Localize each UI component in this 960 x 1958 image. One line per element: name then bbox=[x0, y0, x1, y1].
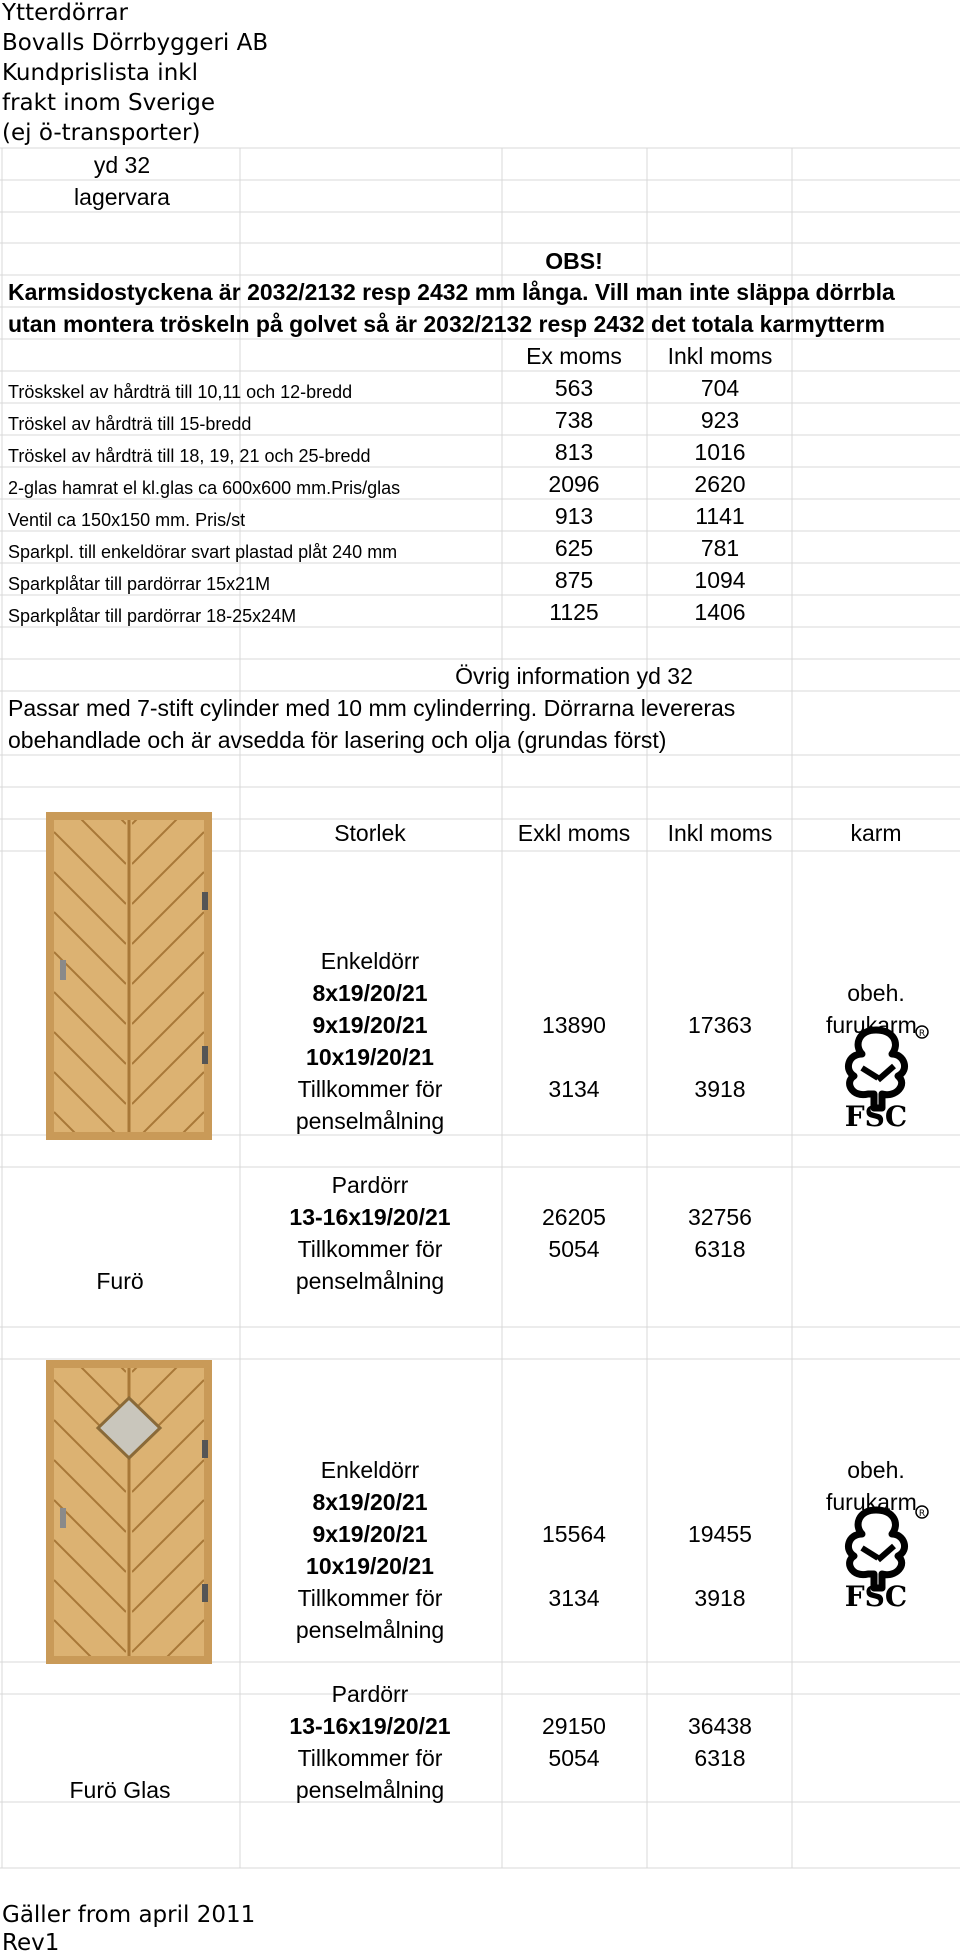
header-line-5: (ej ö-transporter) bbox=[2, 120, 201, 146]
accessory-name: Ventil ca 150x150 mm. Pris/st bbox=[8, 510, 246, 530]
header-line-1: Ytterdörrar bbox=[2, 0, 129, 26]
accessory-inkl: 1141 bbox=[695, 503, 745, 529]
accessory-ex: 563 bbox=[554, 375, 594, 401]
accessory-name: 2-glas hamrat el kl.glas ca 600x600 mm.Pris/glas bbox=[8, 478, 401, 498]
pair-price-inkl: 32756 bbox=[688, 1204, 752, 1230]
pair-door-label: Pardörr bbox=[331, 1172, 409, 1198]
pair-addon-label-1: Tillkommer för bbox=[297, 1236, 443, 1262]
single-price-ex: 15564 bbox=[542, 1521, 606, 1547]
pair-size: 13-16x19/20/21 bbox=[289, 1713, 451, 1739]
addon-label-1: Tillkommer för bbox=[297, 1076, 443, 1102]
accessory-name: Tröskskel av hårdträ till 10,11 och 12-bredd bbox=[8, 382, 353, 402]
accessory-inkl: 1406 bbox=[694, 599, 746, 625]
karm-label: obeh. bbox=[847, 980, 905, 1006]
accessory-name: Tröskel av hårdträ till 15-bredd bbox=[8, 414, 252, 434]
pair-price-ex: 26205 bbox=[542, 1204, 606, 1230]
accessory-inkl: 1016 bbox=[694, 439, 746, 465]
addon-price-ex: 3134 bbox=[548, 1585, 600, 1611]
svg-text:R: R bbox=[918, 1029, 926, 1039]
col-karm: karm bbox=[850, 820, 902, 846]
fsc-logo-icon bbox=[818, 1504, 936, 1613]
size-10: 10x19/20/21 bbox=[306, 1553, 434, 1579]
single-door-label: Enkeldörr bbox=[320, 948, 420, 974]
accessory-name: Tröskel av hårdträ till 18, 19, 21 och 25-bredd bbox=[8, 446, 371, 466]
fsc-text: FSC bbox=[844, 1100, 908, 1133]
pair-addon-label-2: penselmålning bbox=[295, 1777, 445, 1803]
header-line-2: Bovalls Dörrbyggeri AB bbox=[2, 30, 269, 56]
size-8: 8x19/20/21 bbox=[312, 980, 428, 1006]
pair-addon-label-2: penselmålning bbox=[295, 1268, 445, 1294]
pair-addon-price-ex: 5054 bbox=[548, 1745, 600, 1771]
single-price-ex: 13890 bbox=[542, 1012, 606, 1038]
col-storlek: Storlek bbox=[334, 820, 406, 846]
size-9: 9x19/20/21 bbox=[312, 1012, 428, 1038]
pair-price-ex: 29150 bbox=[542, 1713, 606, 1739]
pair-door-label: Pardörr bbox=[331, 1681, 409, 1707]
accessory-inkl: 2620 bbox=[694, 471, 746, 497]
addon-label-1: Tillkommer för bbox=[297, 1585, 443, 1611]
accessory-name: Sparkplåtar till pardörrar 15x21M bbox=[8, 574, 271, 594]
single-price-inkl: 19455 bbox=[688, 1521, 752, 1547]
header-line-4: frakt inom Sverige bbox=[2, 90, 216, 116]
fsc-text: FSC bbox=[844, 1580, 908, 1613]
pair-addon-price-ex: 5054 bbox=[548, 1236, 600, 1262]
col-inkl-moms: Inkl moms bbox=[667, 343, 773, 369]
addon-label-2: penselmålning bbox=[295, 1108, 445, 1134]
single-price-inkl: 17363 bbox=[688, 1012, 752, 1038]
col-ex-moms: Ex moms bbox=[526, 343, 622, 369]
accessory-name: Sparkpl. till enkeldörar svart plastad plåt 240 mm bbox=[8, 542, 398, 562]
obs-label: OBS! bbox=[545, 248, 603, 274]
notice-line-2: utan montera tröskeln på golvet så är 2032/2132 resp 2432 det totala karmytterm bbox=[8, 311, 885, 337]
accessory-inkl: 1094 bbox=[694, 567, 746, 593]
info-line-2: obehandlade och är avsedda för lasering och olja (grundas först) bbox=[8, 727, 667, 753]
header-line-3: Kundprislista inkl bbox=[2, 60, 198, 86]
notice-line-1: Karmsidostyckena är 2032/2132 resp 2432 mm långa. Vill man inte släppa dörrbla bbox=[8, 279, 895, 305]
pair-addon-price-inkl: 6318 bbox=[694, 1745, 746, 1771]
footer-valid: Gäller from april 2011 bbox=[2, 1902, 256, 1928]
addon-label-2: penselmålning bbox=[295, 1617, 445, 1643]
pair-size: 13-16x19/20/21 bbox=[289, 1204, 451, 1230]
pair-addon-price-inkl: 6318 bbox=[694, 1236, 746, 1262]
door-furo-glas-image bbox=[46, 1360, 212, 1664]
karm-label-clipped: furukarm bbox=[826, 1012, 917, 1038]
karm-label: obeh. bbox=[847, 1457, 905, 1483]
col-inkl-moms-product: Inkl moms bbox=[667, 820, 773, 846]
model-label: yd 32 bbox=[93, 152, 151, 178]
accessory-name: Sparkplåtar till pardörrar 18-25x24M bbox=[8, 606, 297, 626]
accessory-ex: 875 bbox=[554, 567, 594, 593]
footer-rev: Rev1 bbox=[2, 1930, 60, 1956]
accessory-ex: 813 bbox=[554, 439, 594, 465]
size-9: 9x19/20/21 bbox=[312, 1521, 428, 1547]
accessory-inkl: 923 bbox=[700, 407, 740, 433]
fsc-logo-icon bbox=[818, 1024, 936, 1133]
accessory-inkl: 781 bbox=[700, 535, 740, 561]
accessory-ex: 625 bbox=[554, 535, 594, 561]
product-name: Furö Glas bbox=[69, 1777, 171, 1803]
addon-price-inkl: 3918 bbox=[694, 1076, 746, 1102]
accessory-ex: 1125 bbox=[549, 599, 599, 625]
stock-label: lagervara bbox=[74, 184, 170, 210]
addon-price-ex: 3134 bbox=[548, 1076, 600, 1102]
accessory-ex: 738 bbox=[554, 407, 594, 433]
karm-label-clipped: furukarm bbox=[826, 1489, 917, 1515]
door-furo-image bbox=[46, 812, 212, 1140]
size-8: 8x19/20/21 bbox=[312, 1489, 428, 1515]
pair-price-inkl: 36438 bbox=[688, 1713, 752, 1739]
info-line-1: Passar med 7-stift cylinder med 10 mm cylinderring. Dörrarna levereras bbox=[8, 695, 736, 721]
svg-text:R: R bbox=[918, 1509, 926, 1519]
size-10: 10x19/20/21 bbox=[306, 1044, 434, 1070]
pair-addon-label-1: Tillkommer för bbox=[297, 1745, 443, 1771]
accessory-inkl: 704 bbox=[700, 375, 740, 401]
accessory-ex: 913 bbox=[554, 503, 594, 529]
col-exkl-moms: Exkl moms bbox=[517, 820, 631, 846]
addon-price-inkl: 3918 bbox=[694, 1585, 746, 1611]
single-door-label: Enkeldörr bbox=[320, 1457, 420, 1483]
product-name: Furö bbox=[96, 1268, 144, 1294]
accessory-ex: 2096 bbox=[548, 471, 600, 497]
info-title: Övrig information yd 32 bbox=[455, 663, 693, 689]
